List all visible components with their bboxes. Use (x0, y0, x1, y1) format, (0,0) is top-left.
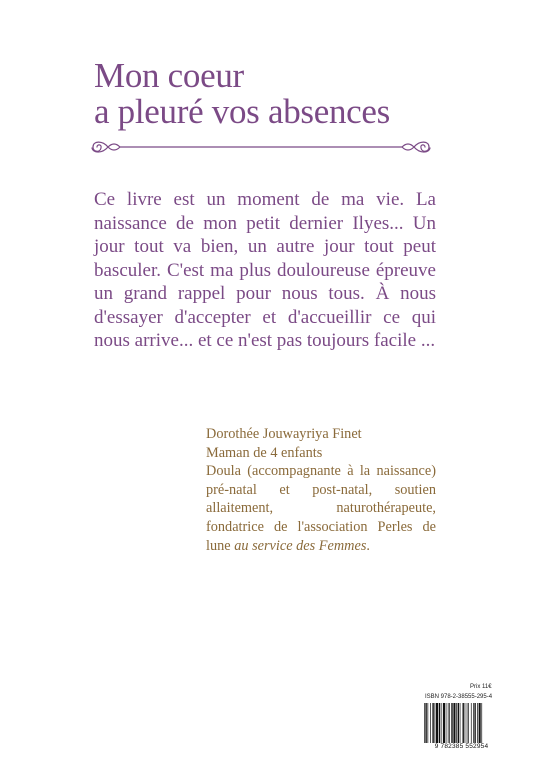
barcode-icon (422, 703, 501, 743)
author-bio (206, 462, 436, 555)
ornamental-divider-icon (88, 137, 434, 157)
price-label: Prix 11€ (470, 684, 492, 690)
author-name: Dorothée Jouwayriya Finet (206, 426, 362, 442)
author-bio-text: Doula (accompagnante à la naissance) pré-natal et post-natal, soutien allaitement, naturothérapeute, fondatrice de l'association Perles de lune (206, 463, 436, 554)
barcode-digits: 9 782385 552954 (434, 743, 489, 750)
author-block (206, 425, 436, 555)
book-title (94, 58, 494, 130)
author-bio-end: . (366, 537, 370, 554)
barcode-area (422, 703, 501, 751)
back-cover-blurb (94, 188, 436, 353)
author-subtitle: Maman de 4 enfants (206, 444, 323, 461)
blurb-text: Ce livre est un moment de ma vie. La naissance de mon petit dernier Ilyes... Un jour tout va bien, un autre jour tout peut basculer. C'est ma plus douloureuse épreuve un grand rappel pour nous tous. À nous d'essayer d'accepter et d'accueillir ce qui nous arrive... et ce n'est pas toujours facile ... (94, 189, 436, 351)
title-line-2: a pleuré vos absences (94, 92, 390, 131)
title-line-1: Mon coeur (94, 56, 244, 95)
isbn-label: ISBN 978-2-38555-295-4 (425, 694, 493, 700)
author-bio-italic: au service des Femmes (234, 537, 367, 554)
